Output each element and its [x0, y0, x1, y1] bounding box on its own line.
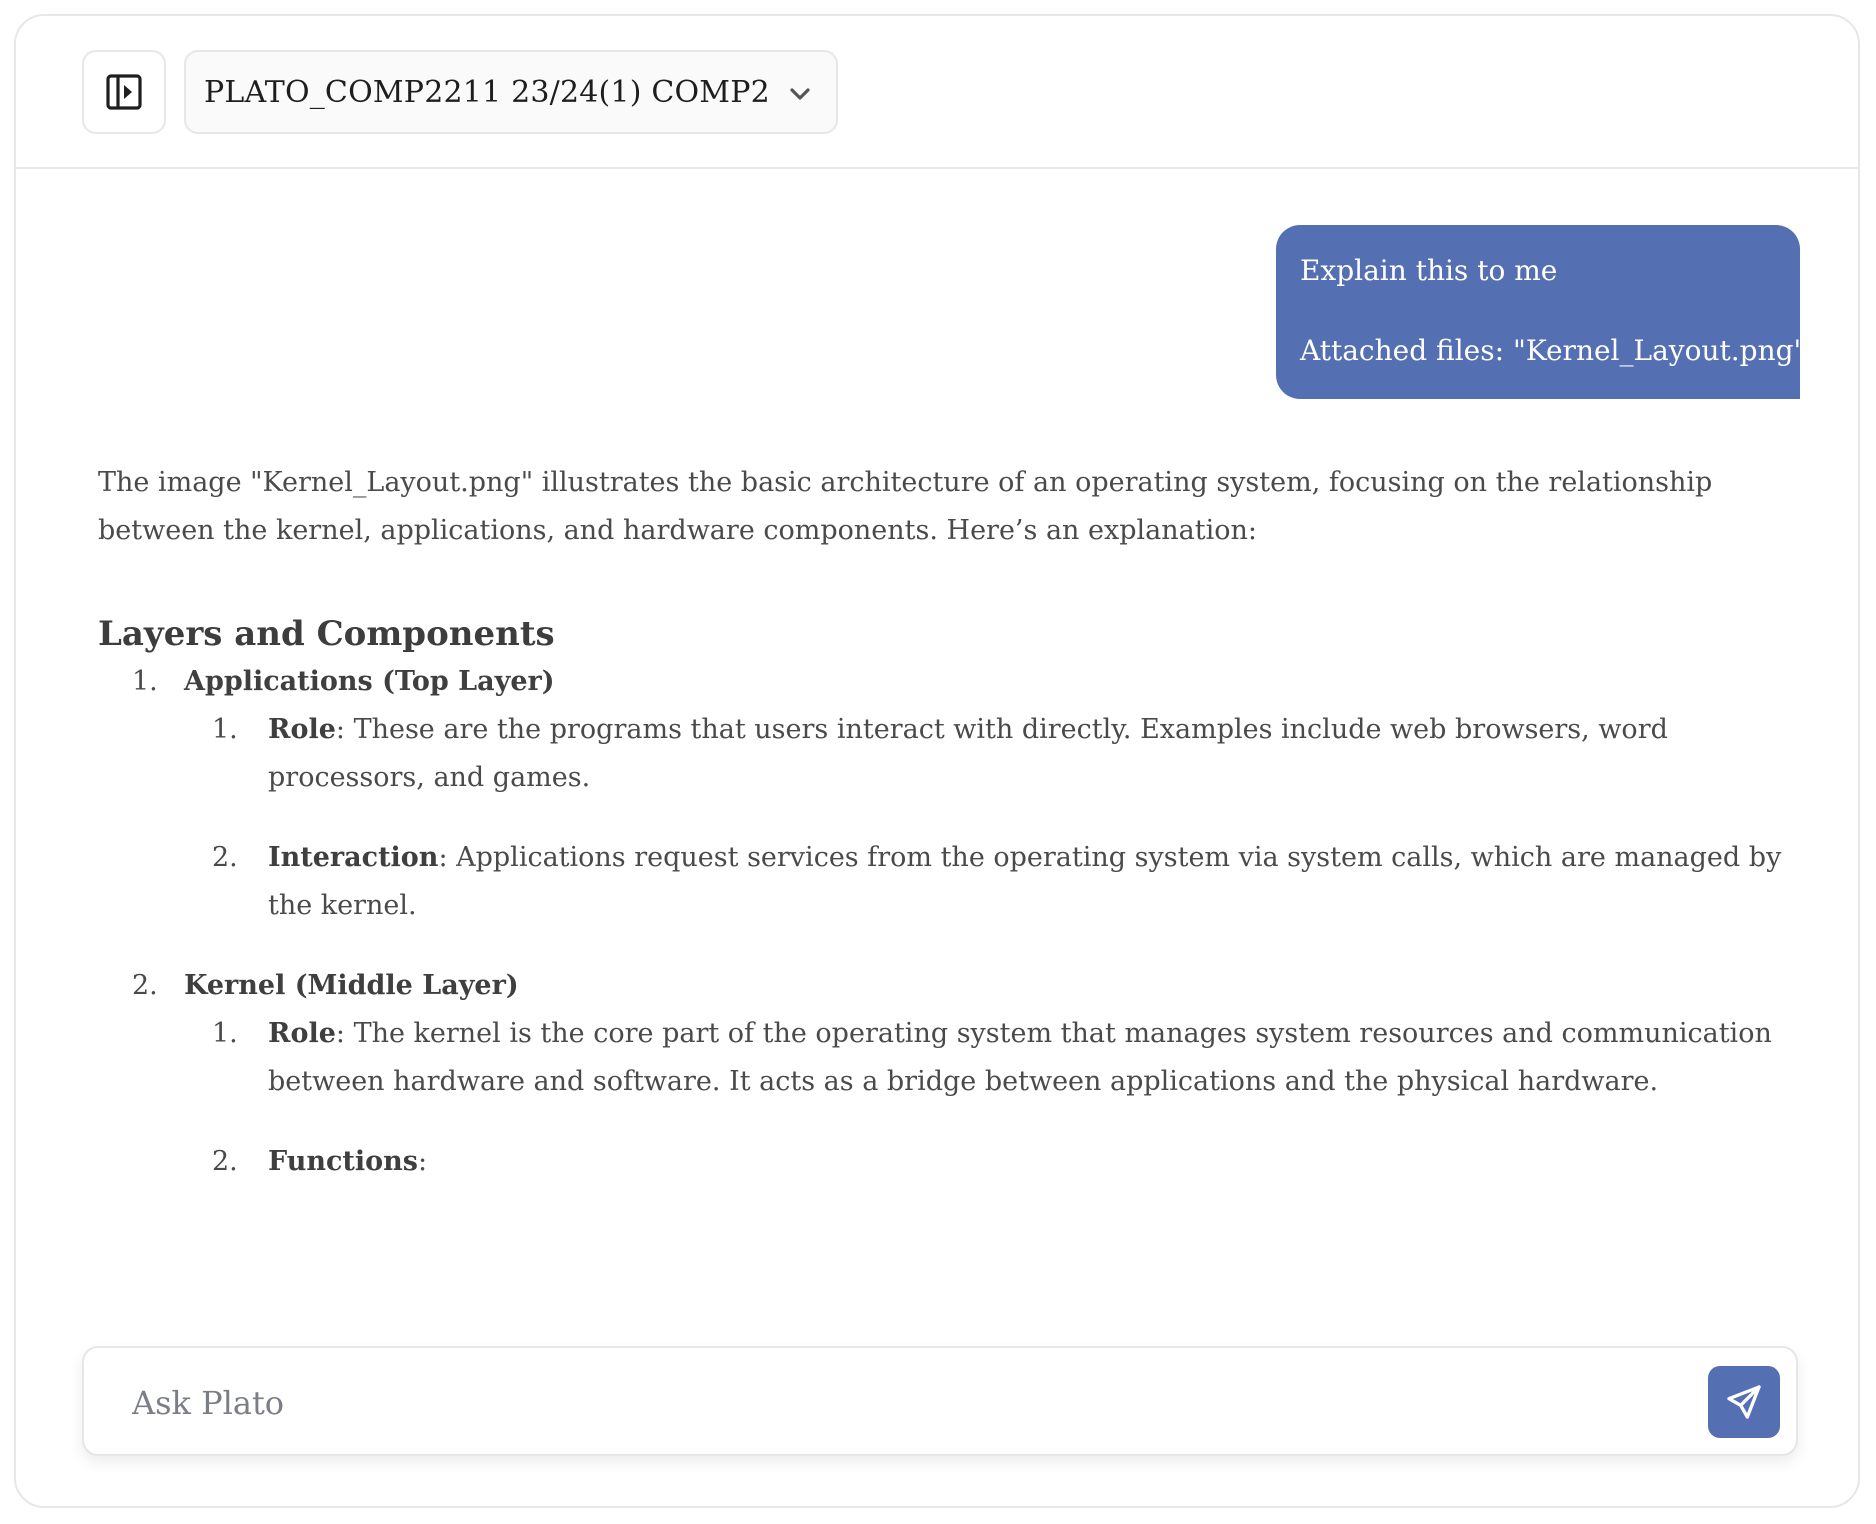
- item-text: : These are the programs that users interact with directly. Examples include web browsers, word processors, and games.: [268, 714, 1668, 793]
- user-message-text: Explain this to me: [1300, 254, 1558, 287]
- list-number: 1.: [212, 1018, 238, 1049]
- list-item: [98, 962, 1798, 1186]
- item-term: Role: [268, 714, 336, 745]
- course-selector-label: PLATO_COMP2211 23/24(1) COMP2: [204, 74, 770, 110]
- user-message-bubble: [1276, 225, 1807, 399]
- header-bar: [16, 16, 1858, 169]
- chat-window: [14, 14, 1860, 1508]
- section-title: Kernel (Middle Layer): [184, 970, 519, 1001]
- list-item: [98, 658, 1798, 930]
- list-number: 1.: [132, 666, 158, 697]
- item-text: :: [417, 1146, 428, 1177]
- chat-scroll-area[interactable]: [16, 169, 1858, 1339]
- chat-input-bar: [82, 1346, 1798, 1456]
- send-paper-plane-icon: [1724, 1382, 1764, 1422]
- sidebar-panel-icon: [104, 72, 144, 112]
- list-number: 2.: [212, 842, 238, 873]
- sidebar-toggle-button[interactable]: [82, 50, 166, 134]
- assistant-message: [98, 459, 1798, 1218]
- ask-input[interactable]: [130, 1372, 1694, 1434]
- item-term: Interaction: [268, 842, 439, 873]
- assistant-intro: The image "Kernel_Layout.png" illustrates the basic architecture of an operating system, focusing on the relationship between the kernel, applications, and hardware components. Here’s an explanation:: [98, 467, 1713, 546]
- item-text: : Applications request services from the operating system via system calls, which are managed by the kernel.: [268, 842, 1782, 921]
- list-item: [184, 1138, 1798, 1186]
- list-item: [184, 1010, 1798, 1106]
- list-number: 1.: [212, 714, 238, 745]
- item-term: Functions: [268, 1146, 418, 1177]
- item-term: Role: [268, 1018, 336, 1049]
- sub-list: [184, 706, 1798, 930]
- list-number: 2.: [132, 970, 158, 1001]
- sub-list: [184, 1010, 1798, 1186]
- item-text: : The kernel is the core part of the operating system that manages system resources and communication between hardware and software. It acts as a bridge between applications and the physical hardware.: [268, 1018, 1772, 1097]
- list-number: 2.: [212, 1146, 238, 1177]
- list-item: [184, 706, 1798, 802]
- chevron-down-icon: [784, 78, 816, 110]
- section-title: Applications (Top Layer): [184, 666, 555, 697]
- course-selector[interactable]: [184, 50, 838, 134]
- send-button[interactable]: [1708, 1366, 1780, 1438]
- list-item: [184, 834, 1798, 930]
- assistant-heading: Layers and Components: [98, 614, 555, 654]
- user-message-attachment: Attached files: "Kernel_Layout.png": [1300, 334, 1807, 367]
- section-list: [98, 658, 1798, 1186]
